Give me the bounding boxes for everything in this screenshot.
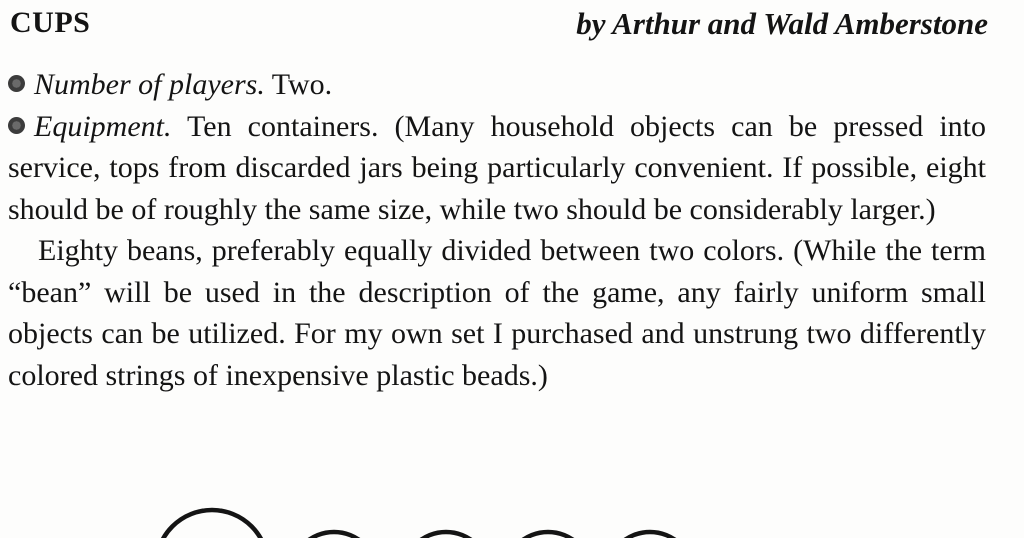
equipment-paragraph bbox=[8, 106, 986, 231]
players-paragraph bbox=[8, 64, 986, 106]
equipment-label: Equipment. bbox=[34, 109, 172, 143]
article-title: CUPS bbox=[10, 6, 91, 39]
beans-paragraph: Eighty beans, preferably equally divided between two colors. (While the term “bean” will be used in the description of the game, any fairly uniform small objects can be utilized. For my own set I purchased and unstrung two differently colored strings of inexpensive plastic beads.) bbox=[8, 234, 986, 392]
players-label: Number of players. bbox=[34, 68, 265, 101]
small-cup-icon bbox=[504, 532, 592, 538]
article-header bbox=[8, 2, 988, 46]
players-text: Two. bbox=[264, 68, 333, 101]
large-cup-icon bbox=[156, 510, 268, 538]
equipment-text: Ten containers. (Many household objects can be pressed into service, tops from discarded jars being particularly convenient. If possible, eight should be of roughly the same size, while two should be considerably larger.) bbox=[8, 109, 986, 226]
article-byline: by Arthur and Wald Amberstone bbox=[576, 6, 988, 41]
bullet-icon bbox=[8, 117, 25, 134]
small-cup-icon bbox=[402, 532, 490, 538]
bullet-icon bbox=[8, 75, 25, 92]
article-body bbox=[8, 64, 986, 396]
small-cup-icon bbox=[290, 532, 378, 538]
small-cup-icon bbox=[606, 532, 694, 538]
cups-diagram-icon bbox=[0, 480, 1024, 538]
